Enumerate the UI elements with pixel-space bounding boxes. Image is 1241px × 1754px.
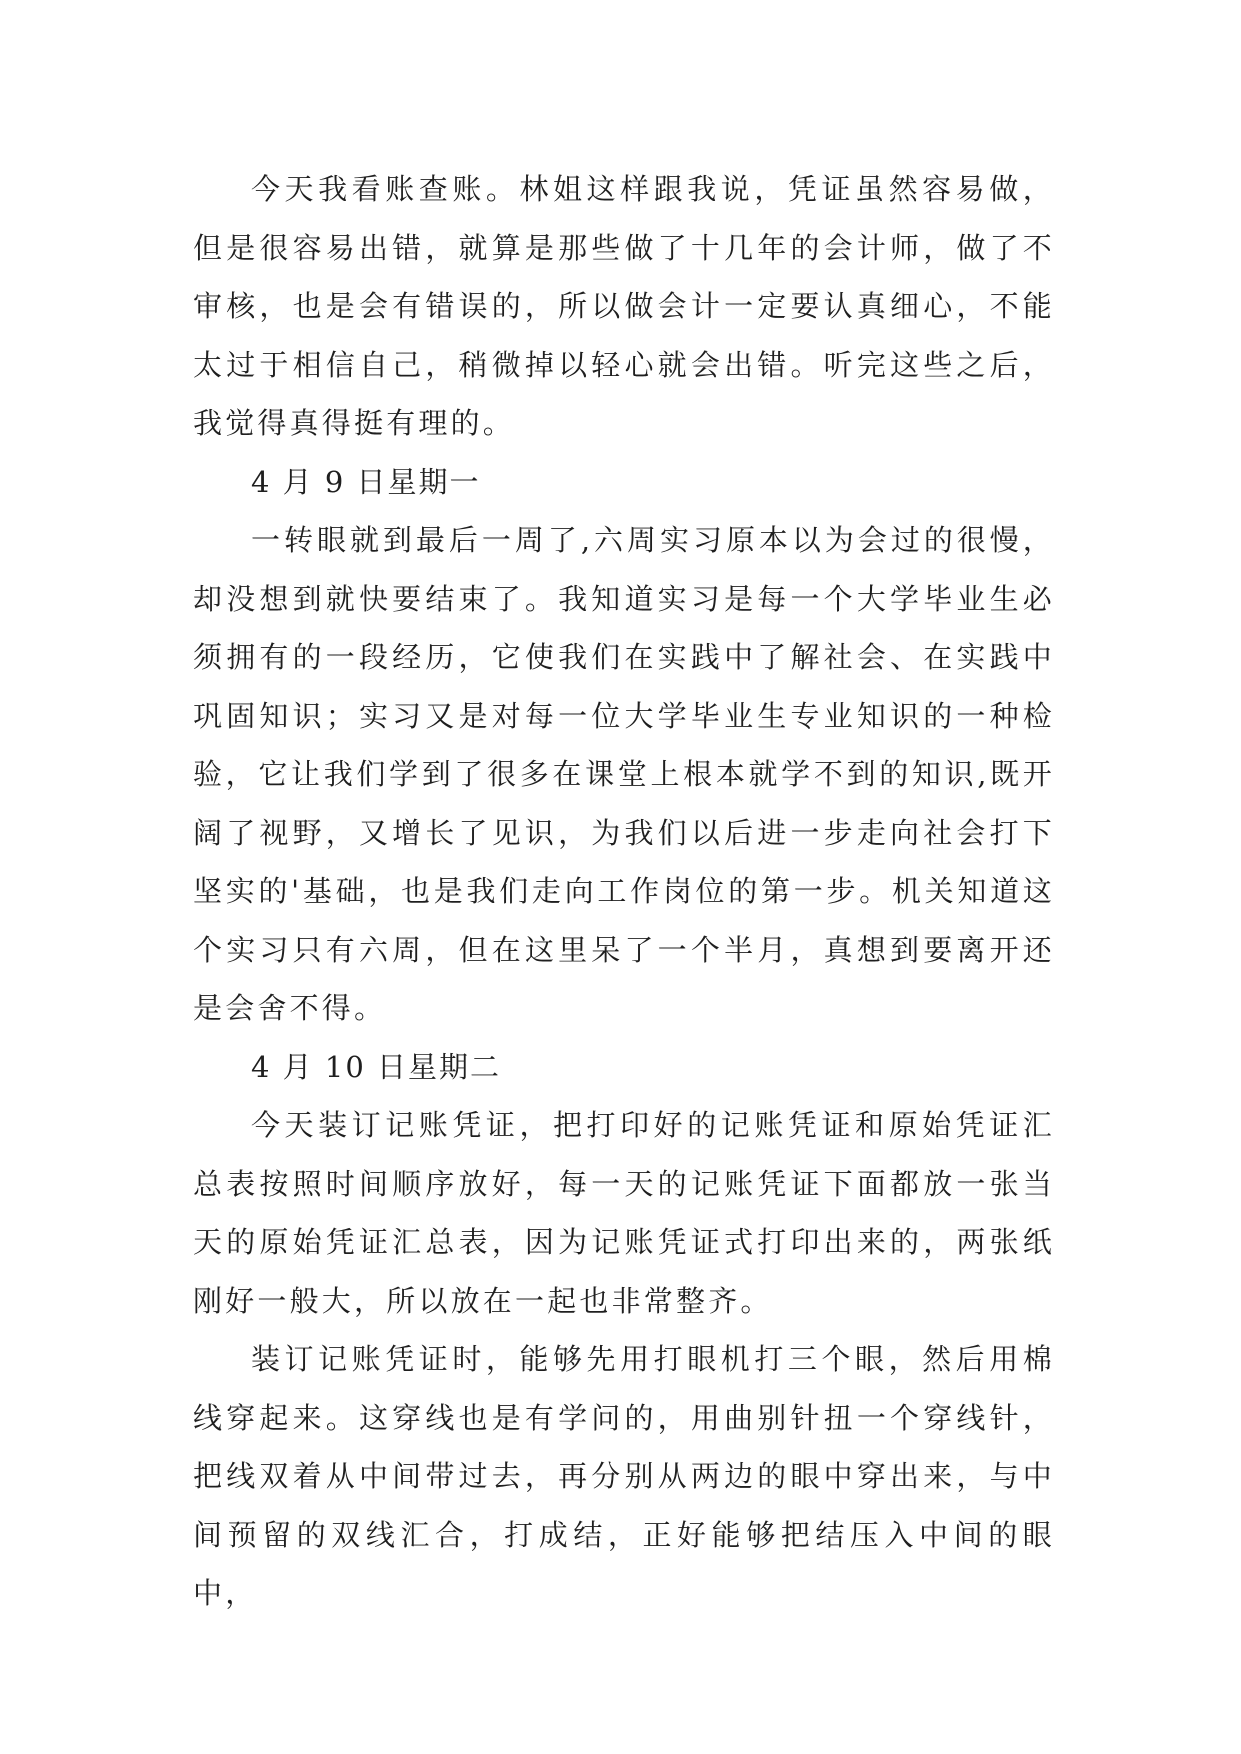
paragraph-4: 装订记账凭证时，能够先用打眼机打三个眼，然后用棉线穿起来。这穿线也是有学问的，用曲别针扭一个穿线针，把线双着从中间带过去，再分别从两边的眼中穿出来，与中间预留的双线汇合，打成结，正好能够把结压入中间的眼中，	[193, 1342, 1055, 1610]
date-heading-apr-9: 4 月 9 日星期一	[251, 464, 481, 499]
date-heading-apr-10: 4 月 10 日星期二	[251, 1049, 502, 1084]
paragraph-3: 今天装订记账凭证，把打印好的记账凭证和原始凭证汇总表按照时间顺序放好，每一天的记账凭证下面都放一张当天的原始凭证汇总表，因为记账凭证式打印出来的，两张纸刚好一般大，所以放在一起也非常整齐。	[193, 1108, 1055, 1318]
paragraph-2: 一转眼就到最后一周了,六周实习原本以为会过的很慢，却没想到就快要结束了。我知道实习是每一个大学毕业生必须拥有的一段经历，它使我们在实践中了解社会、在实践中巩固知识；实习又是对每一位大学毕业生专业知识的一种检验，它让我们学到了很多在课堂上根本就学不到的知识,既开阔了视野，又增长了见识，为我们以后进一步走向社会打下坚实的'基础，也是我们走向工作岗位的第一步。机关知道这个实习只有六周，但在这里呆了一个半月，真想到要离开还是会舍不得。	[193, 523, 1055, 1025]
paragraph-1: 今天我看账查账。林姐这样跟我说，凭证虽然容易做，但是很容易出错，就算是那些做了十几年的会计师，做了不审核，也是会有错误的，所以做会计一定要认真细心，不能太过于相信自己，稍微掉以轻心就会出错。听完这些之后，我觉得真得挺有理的。	[193, 172, 1055, 440]
document-body	[193, 160, 1055, 1623]
